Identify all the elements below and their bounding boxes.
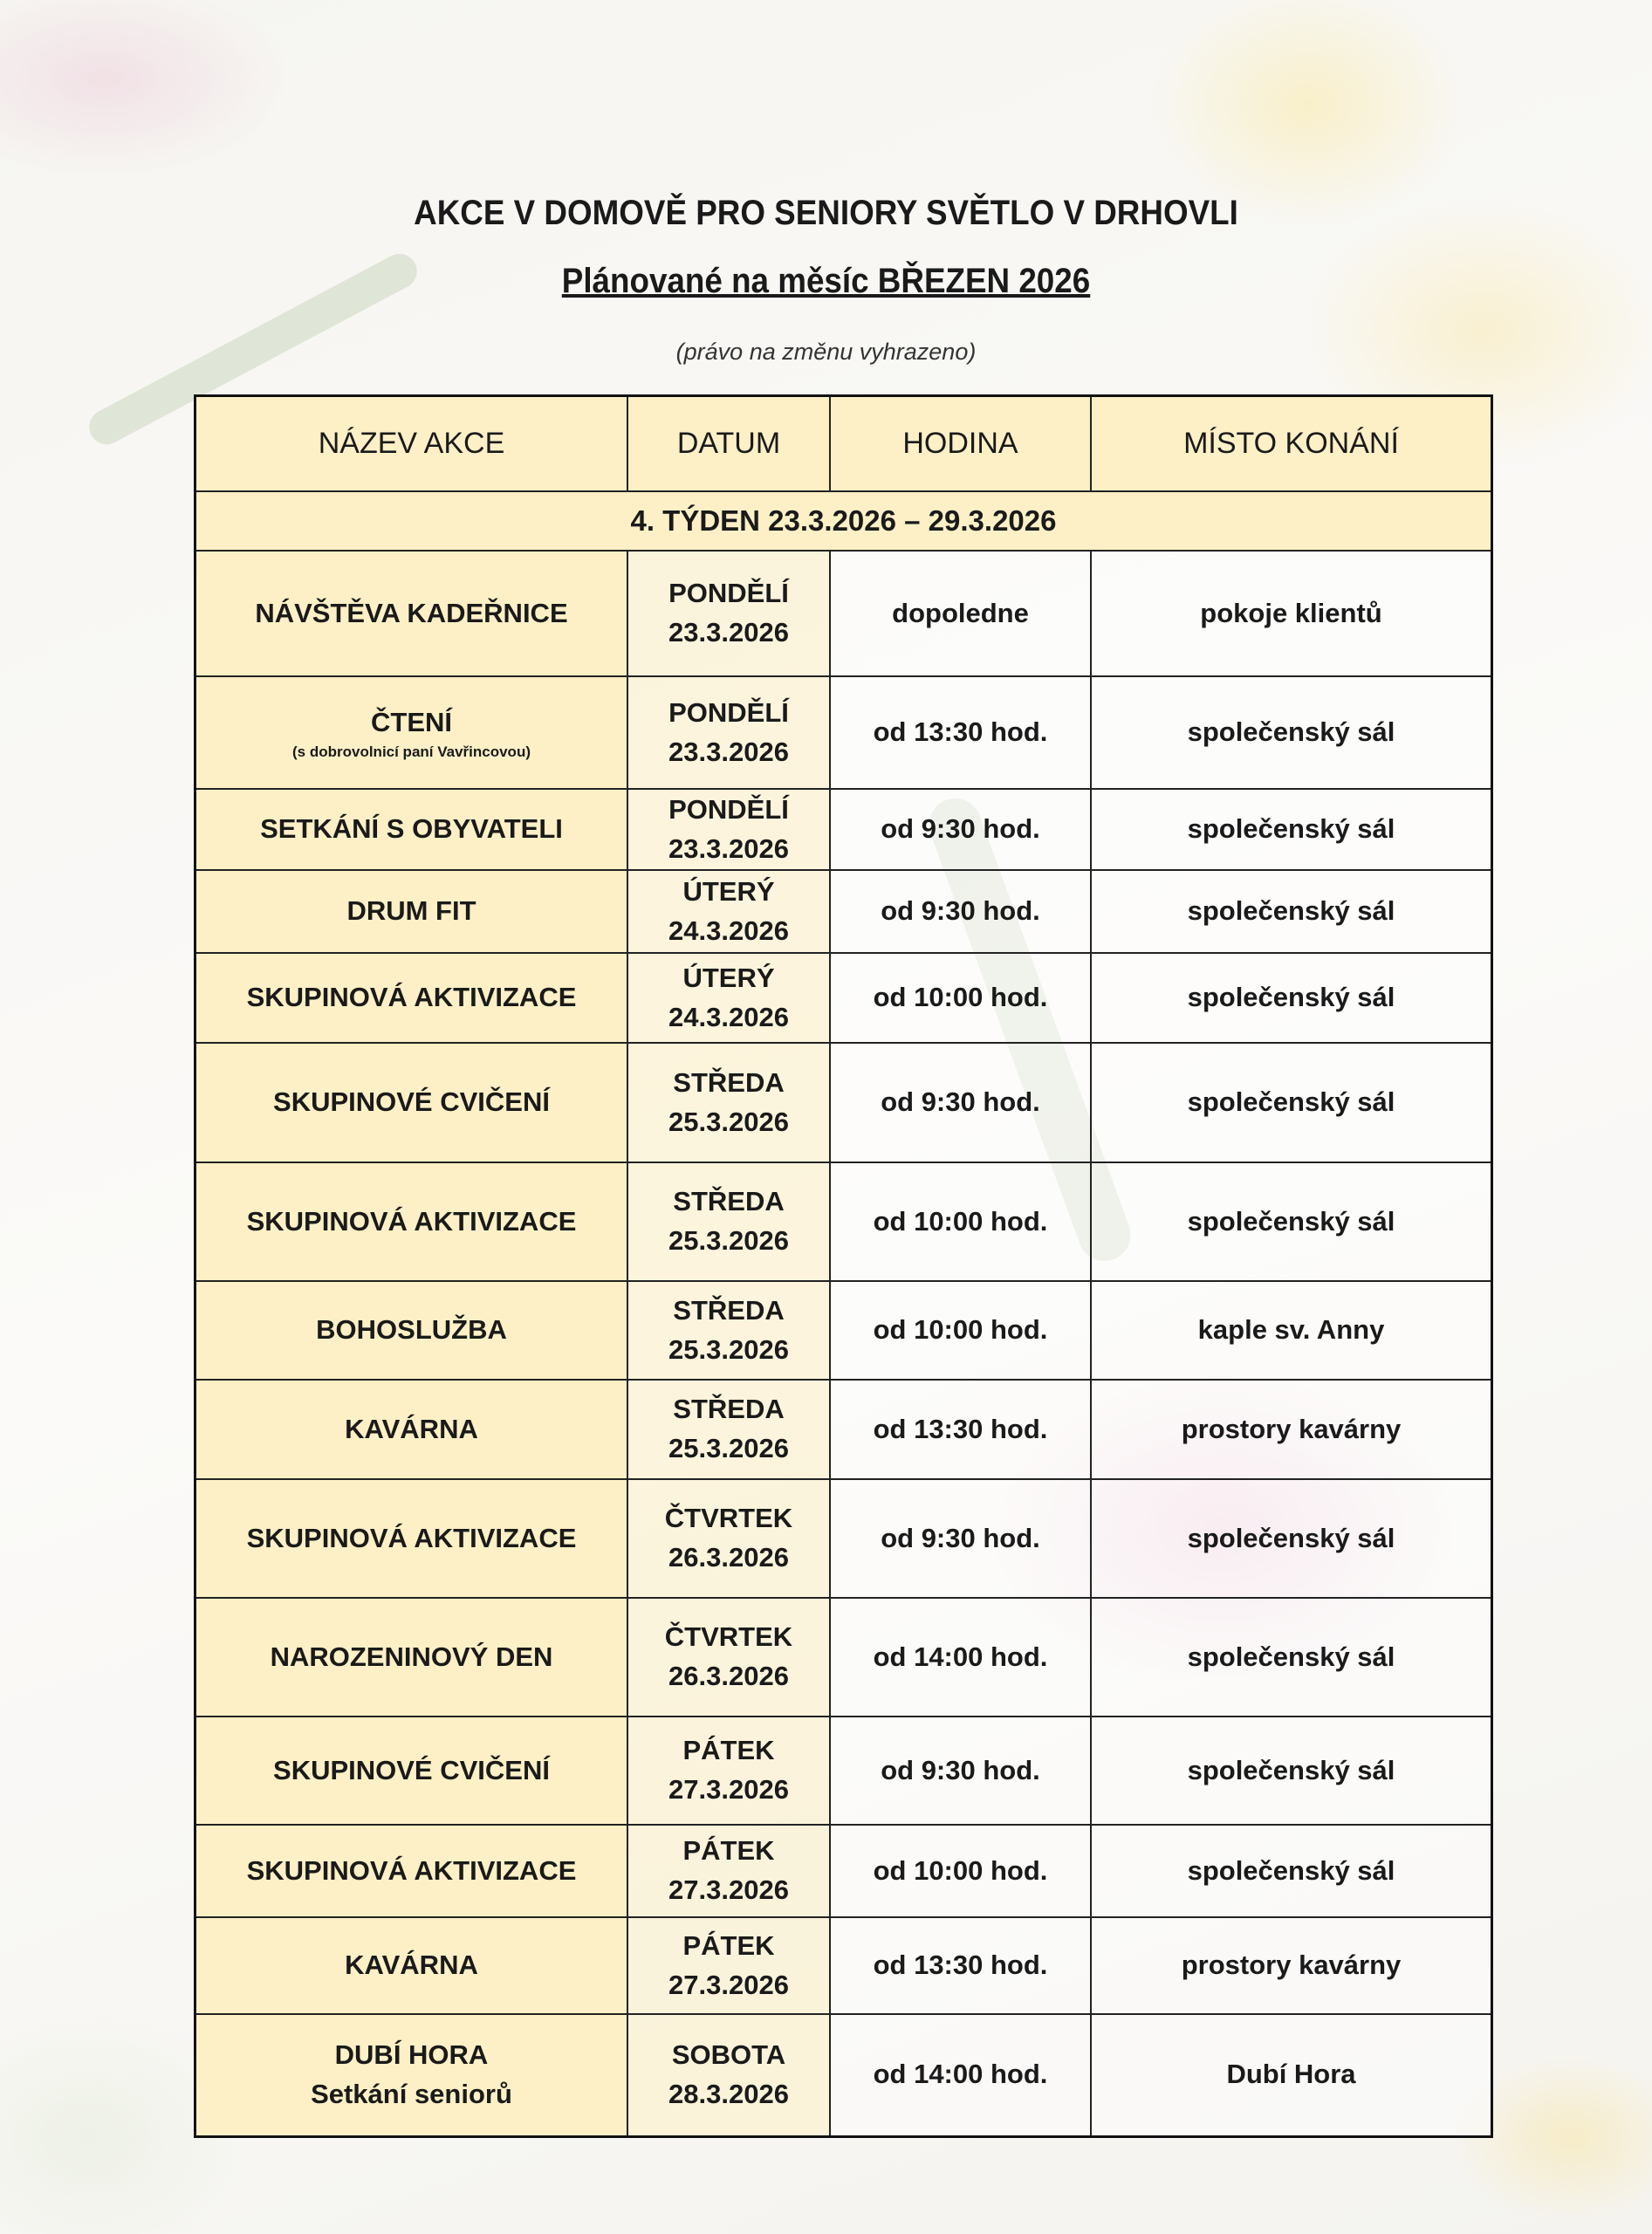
event-name: SKUPINOVÁ AKTIVIZACE	[246, 1854, 577, 1886]
event-day: ČTVRTEK	[664, 1503, 793, 1534]
column-header-name: NÁZEV AKCE	[195, 396, 628, 492]
page-subtitle: Plánované na měsíc BŘEZEN 2026	[561, 262, 1091, 300]
event-date-cell	[627, 1598, 830, 1717]
table-row	[195, 1479, 1492, 1598]
event-name-cell	[195, 1917, 628, 2014]
event-place: společenský sál	[1091, 1598, 1492, 1717]
event-place: kaple sv. Anny	[1091, 1281, 1492, 1380]
table-row	[195, 2014, 1492, 2136]
table-row	[195, 1043, 1492, 1162]
table-row	[195, 870, 1492, 953]
event-date-cell	[627, 2014, 830, 2136]
event-place: společenský sál	[1091, 1043, 1492, 1162]
table-row	[195, 551, 1492, 676]
event-place: společenský sál	[1091, 789, 1492, 870]
event-place: společenský sál	[1091, 1479, 1492, 1598]
event-name: KAVÁRNA	[345, 1413, 478, 1444]
event-day: STŘEDA	[673, 1066, 785, 1098]
event-date-cell	[627, 551, 830, 676]
week-row	[195, 491, 1492, 551]
event-time: od 9:30 hod.	[830, 1479, 1091, 1598]
event-day: ČTVRTEK	[664, 1621, 793, 1653]
event-name: SKUPINOVÁ AKTIVIZACE	[246, 982, 577, 1013]
event-name-cell	[195, 551, 628, 676]
event-day: STŘEDA	[673, 1186, 785, 1217]
event-name: SETKÁNÍ S OBYVATELI	[260, 813, 563, 845]
event-name-cell	[195, 1598, 628, 1717]
event-time: od 9:30 hod.	[830, 870, 1091, 953]
table-row	[195, 1162, 1492, 1281]
event-place: společenský sál	[1091, 1717, 1492, 1825]
event-day: ÚTERÝ	[682, 875, 775, 907]
events-table	[194, 394, 1493, 2138]
event-day: SOBOTA	[671, 2039, 786, 2070]
event-place: společenský sál	[1091, 1825, 1492, 1917]
event-date-cell	[627, 953, 830, 1043]
event-name-cell	[195, 1281, 628, 1380]
column-header-place: MÍSTO KONÁNÍ	[1091, 396, 1492, 492]
event-place: prostory kavárny	[1091, 1917, 1492, 2014]
event-day: STŘEDA	[673, 1294, 785, 1326]
event-date-cell	[627, 1479, 830, 1598]
table-header-row	[195, 396, 1492, 492]
table-row	[195, 953, 1492, 1043]
event-name-cell	[195, 870, 628, 953]
event-name: NÁVŠTĚVA KADEŘNICE	[255, 597, 568, 628]
event-time: od 13:30 hod.	[830, 1380, 1091, 1479]
event-date-cell	[627, 1825, 830, 1917]
event-name-cell	[195, 676, 628, 789]
event-date: 27.3.2026	[668, 1774, 789, 1805]
event-date: 24.3.2026	[668, 915, 789, 946]
event-day: PÁTEK	[682, 1735, 775, 1766]
event-date: 26.3.2026	[668, 1542, 789, 1573]
event-time: od 13:30 hod.	[830, 676, 1091, 789]
event-name: SKUPINOVÁ AKTIVIZACE	[246, 1205, 577, 1237]
event-date: 27.3.2026	[668, 1874, 789, 1905]
event-day: PONDĚLÍ	[668, 578, 789, 609]
event-time: dopoledne	[830, 551, 1091, 676]
event-name-cell	[195, 1717, 628, 1825]
change-note: (právo na změnu vyhrazeno)	[675, 339, 977, 365]
event-time: od 13:30 hod.	[830, 1917, 1091, 2014]
event-date: 23.3.2026	[668, 736, 789, 767]
table-row	[195, 1825, 1492, 1917]
event-date: 27.3.2026	[668, 1969, 789, 2000]
table-row	[195, 789, 1492, 870]
week-label: 4. TÝDEN 23.3.2026 – 29.3.2026	[195, 491, 1492, 551]
event-day: ÚTERÝ	[682, 962, 775, 993]
event-date: 25.3.2026	[668, 1225, 789, 1256]
event-date: 23.3.2026	[668, 617, 789, 648]
event-name-cell	[195, 1043, 628, 1162]
event-day: PÁTEK	[682, 1929, 775, 1961]
event-place: společenský sál	[1091, 953, 1492, 1043]
event-day: PONDĚLÍ	[668, 793, 789, 825]
event-name-cell	[195, 2014, 628, 2136]
event-place: Dubí Hora	[1091, 2014, 1492, 2136]
event-time: od 14:00 hod.	[830, 2014, 1091, 2136]
event-name-cell	[195, 1380, 628, 1479]
event-date-cell	[627, 1281, 830, 1380]
page-title: AKCE V DOMOVĚ PRO SENIORY SVĚTLO V DRHOVLI	[414, 194, 1238, 232]
table-row	[195, 1380, 1492, 1479]
event-name: SKUPINOVÉ CVIČENÍ	[273, 1086, 550, 1118]
event-time: od 14:00 hod.	[830, 1598, 1091, 1717]
event-day: PONDĚLÍ	[668, 696, 789, 728]
event-date: 23.3.2026	[668, 833, 789, 864]
table-row	[195, 1598, 1492, 1717]
event-time: od 10:00 hod.	[830, 953, 1091, 1043]
event-date-cell	[627, 1717, 830, 1825]
event-date-cell	[627, 1043, 830, 1162]
event-name: NAROZENINOVÝ DEN	[270, 1641, 553, 1672]
event-name: BOHOSLUŽBA	[316, 1314, 507, 1346]
event-date-cell	[627, 676, 830, 789]
table-row	[195, 676, 1492, 789]
event-place: pokoje klientů	[1091, 551, 1492, 676]
event-date: 26.3.2026	[668, 1661, 789, 1691]
event-note: (s dobrovolnicí paní Vavřincovou)	[292, 743, 531, 760]
event-time: od 9:30 hod.	[830, 789, 1091, 870]
event-name: SKUPINOVÁ AKTIVIZACE	[246, 1522, 577, 1553]
table-row	[195, 1917, 1492, 2014]
event-name: DUBÍ HORA	[334, 2039, 489, 2070]
event-time: od 9:30 hod.	[830, 1043, 1091, 1162]
table-row	[195, 1281, 1492, 1380]
event-subtitle: Setkání seniorů	[311, 2078, 512, 2109]
event-day: STŘEDA	[673, 1394, 785, 1425]
event-name-cell	[195, 789, 628, 870]
event-date: 28.3.2026	[668, 2078, 789, 2109]
event-name: DRUM FIT	[346, 895, 476, 927]
event-date: 25.3.2026	[668, 1106, 789, 1137]
event-name-cell	[195, 1162, 628, 1281]
event-day: PÁTEK	[682, 1835, 775, 1867]
event-time: od 10:00 hod.	[830, 1162, 1091, 1281]
event-time: od 9:30 hod.	[830, 1717, 1091, 1825]
event-place: společenský sál	[1091, 1162, 1492, 1281]
event-name-cell	[195, 953, 628, 1043]
event-time: od 10:00 hod.	[830, 1281, 1091, 1380]
event-date-cell	[627, 1380, 830, 1479]
event-date-cell	[627, 1917, 830, 2014]
event-date: 25.3.2026	[668, 1333, 789, 1365]
table-row	[195, 1717, 1492, 1825]
event-name-cell	[195, 1479, 628, 1598]
event-name: KAVÁRNA	[345, 1950, 478, 1981]
event-name: ČTENÍ	[371, 706, 452, 737]
event-place: společenský sál	[1091, 870, 1492, 953]
event-date-cell	[627, 789, 830, 870]
column-header-time: HODINA	[830, 396, 1091, 492]
event-time: od 10:00 hod.	[830, 1825, 1091, 1917]
event-name-cell	[195, 1825, 628, 1917]
event-place: společenský sál	[1091, 676, 1492, 789]
column-header-date: DATUM	[627, 396, 830, 492]
event-place: prostory kavárny	[1091, 1380, 1492, 1479]
event-date: 25.3.2026	[668, 1433, 789, 1463]
event-date-cell	[627, 1162, 830, 1281]
event-date-cell	[627, 870, 830, 953]
event-name: SKUPINOVÉ CVIČENÍ	[273, 1754, 550, 1785]
event-date: 24.3.2026	[668, 1001, 789, 1032]
